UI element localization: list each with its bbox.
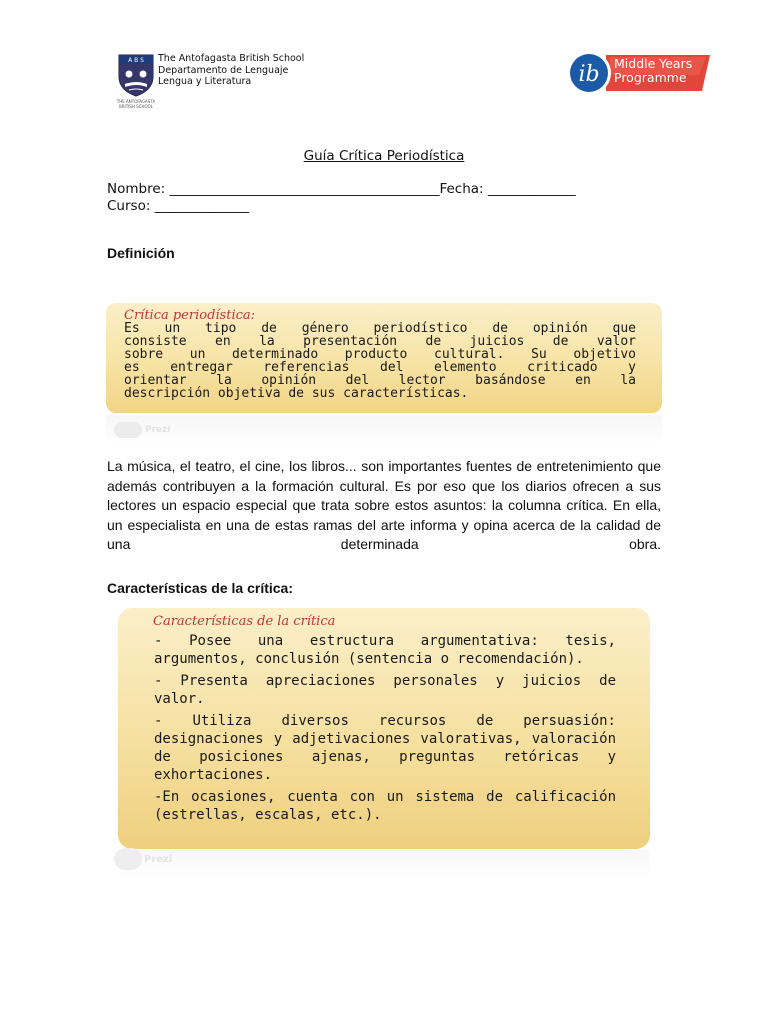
definition-card-reflection (106, 415, 662, 445)
characteristics-card-body (154, 632, 616, 828)
definition-card-title: Crítica periodística: (124, 308, 256, 323)
subject-name: Lengua y Literatura (158, 76, 252, 87)
prezi-watermark-text: Prezi (145, 425, 171, 435)
definition-card-body (124, 322, 636, 400)
characteristics-card-reflection (118, 850, 650, 878)
characteristic-item: -En ocasiones, cuenta con un sistema de calificación (estrellas, escalas, etc.). (154, 789, 616, 823)
characteristic-item: - Presenta apreciaciones personales y juicios de valor. (154, 673, 616, 707)
characteristics-card-title: Características de la crítica (153, 614, 336, 629)
department-name: Departamento de Lenguaje (158, 64, 289, 76)
definition-heading: Definición (107, 245, 175, 261)
definition-line: consiste en la presentación de juicios de valor (124, 334, 636, 349)
crest-letters: A B S (128, 57, 144, 64)
characteristic-item: - Posee una estructura argumentativa: tesis, argumentos, conclusión (sentencia o recomendación). (154, 633, 616, 667)
ib-mark: ib (578, 62, 600, 87)
document-title: Guía Crítica Periodística (303, 148, 465, 164)
definition-line: descripción objetiva de sus características. (124, 386, 469, 401)
crest-caption: THE ANTOFAGASTA BRITISH SCHOOL (116, 99, 156, 109)
ib-programme-name (614, 57, 692, 84)
school-name: The Antofagasta British School (158, 53, 305, 64)
prezi-watermark-icon (114, 422, 142, 438)
ib-line-1: Middle Years (614, 56, 693, 71)
definition-line: sobre un determinado producto cultural. Su objetivo (124, 347, 636, 362)
intro-paragraph: La música, el teatro, el cine, los libros... son importantes fuentes de entretenimiento que además contribuyen a la formación cultural. Es por eso que los diarios ofrecen a sus lectores un espacio especial que trata sobre estos asuntos: la columna crítica. En ella, un especialista en una de estas ramas del arte informa y opina acerca de la calidad de una determinada obra. (107, 458, 661, 552)
course-field[interactable]: Curso: ______________ (107, 198, 250, 214)
characteristic-item: - Utiliza diversos recursos de persuasión: designaciones y adjetivaciones valorativas, valoración de posiciones ajenas, preguntas retóricas y exhortaciones. (154, 713, 616, 783)
prezi-watermark-icon (114, 848, 142, 870)
name-date-field[interactable]: Nombre: ________________________________________Fecha: _____________ (107, 181, 576, 197)
school-crest-logo (117, 53, 155, 97)
ib-line-2: Programme (614, 69, 687, 85)
school-info (158, 53, 304, 88)
definition-line: orientar la opinión del lector basándose en la (124, 373, 636, 388)
prezi-watermark-text: Prezi (144, 854, 173, 865)
definition-line: Es un tipo de género periodístico de opinión que (124, 321, 636, 336)
definition-line: es entregar referencias del elemento criticado y (124, 360, 636, 375)
characteristics-heading: Características de la crítica: (107, 580, 293, 596)
